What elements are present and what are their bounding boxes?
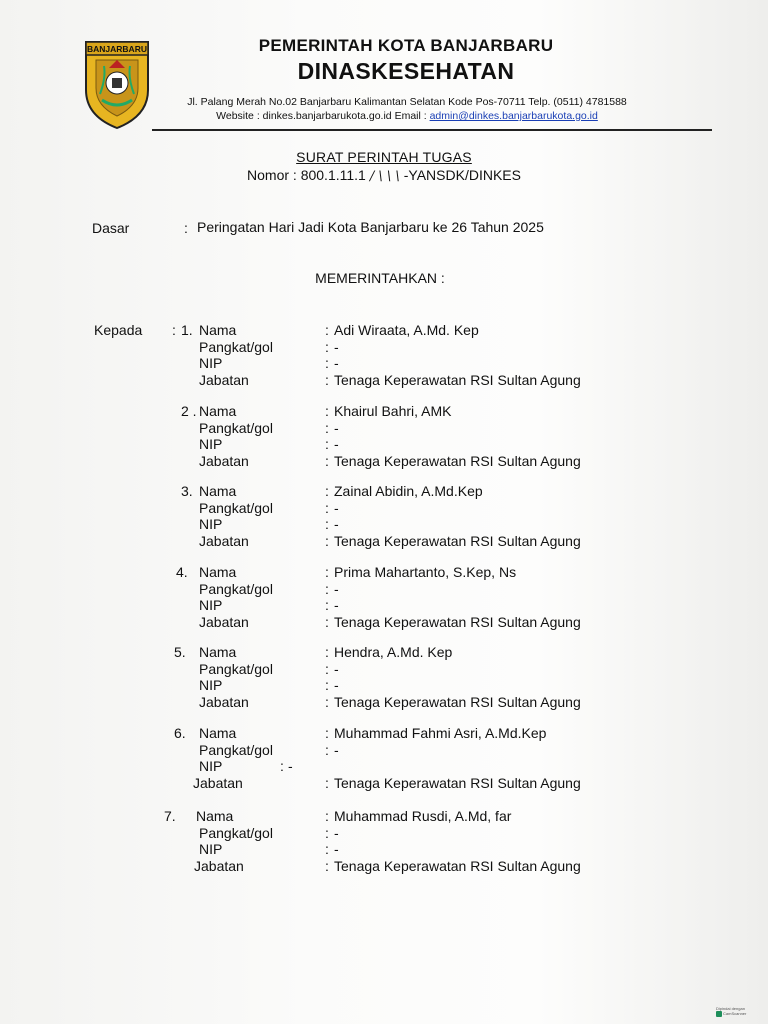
kepada-colon: :	[172, 322, 176, 338]
office-address: Jl. Palang Merah No.02 Banjarbaru Kalimantan Selatan Kode Pos-70711 Telp. (0511) 4781588	[187, 96, 627, 108]
nomor-suffix: -YANSDK/DINKES	[403, 167, 521, 183]
field-label-nip: NIP	[199, 597, 223, 613]
field-value-nip: -	[334, 677, 339, 693]
field-value-nip: -	[334, 436, 339, 452]
nomor-prefix: Nomor : 800.1.11.1	[247, 167, 366, 183]
field-label-nama: Nama	[199, 483, 237, 499]
field-separator: :	[325, 372, 329, 388]
field-separator: :	[325, 500, 329, 516]
field-separator: :	[325, 483, 329, 499]
field-value-nip: -	[334, 841, 339, 857]
field-separator: :	[325, 775, 329, 791]
person-number: 6.	[174, 725, 186, 741]
website-email-line	[152, 110, 662, 122]
field-label-nip: NIP	[199, 516, 223, 532]
field-separator: :	[325, 858, 329, 874]
field-separator: :	[325, 825, 329, 841]
field-separator: :	[325, 808, 329, 824]
field-label-jabatan: Jabatan	[193, 775, 243, 791]
field-value-jabatan: Tenaga Keperawatan RSI Sultan Agung	[334, 614, 581, 630]
field-label-nama: Nama	[196, 808, 234, 824]
field-value-pangkat: -	[334, 742, 339, 758]
camscanner-badge	[716, 1006, 762, 1020]
field-separator: :	[325, 677, 329, 693]
field-value-nama: Prima Mahartanto, S.Kep, Ns	[334, 564, 517, 580]
scanner-brand: CamScanner	[723, 1011, 747, 1017]
field-value-nip: -	[288, 758, 293, 774]
field-label-jabatan: Jabatan	[194, 858, 244, 874]
field-separator: :	[325, 516, 329, 532]
field-separator: :	[325, 403, 329, 419]
department-name: DINASKESEHATAN	[297, 58, 515, 84]
field-separator: :	[325, 614, 329, 630]
field-label-jabatan: Jabatan	[199, 372, 249, 388]
field-separator: :	[325, 453, 329, 469]
field-value-pangkat: -	[334, 500, 339, 516]
government-name: PEMERINTAH KOTA BANJARBARU	[258, 36, 554, 55]
field-value-nip: -	[334, 516, 339, 532]
field-value-nip: -	[334, 355, 339, 371]
field-value-pangkat: -	[334, 661, 339, 677]
field-label-nip: NIP	[199, 436, 223, 452]
letterhead-divider	[152, 129, 712, 131]
field-label-nip: NIP	[199, 841, 223, 857]
dasar-text: Peringatan Hari Jadi Kota Banjarbaru ke 26 Tahun 2025	[197, 219, 544, 235]
field-separator: :	[325, 322, 329, 338]
field-label-pangkat: Pangkat/gol	[199, 581, 273, 597]
field-value-nama: Muhammad Fahmi Asri, A.Md.Kep	[334, 725, 547, 741]
person-number: 2 .	[181, 403, 197, 419]
banjarbaru-crest-logo	[82, 38, 152, 130]
field-label-jabatan: Jabatan	[199, 533, 249, 549]
field-separator: :	[325, 533, 329, 549]
field-label-pangkat: Pangkat/gol	[199, 339, 273, 355]
field-value-pangkat: -	[334, 339, 339, 355]
field-value-jabatan: Tenaga Keperawatan RSI Sultan Agung	[334, 775, 581, 791]
field-value-jabatan: Tenaga Keperawatan RSI Sultan Agung	[334, 858, 581, 874]
person-number: 3.	[181, 483, 193, 499]
field-label-nip: NIP	[199, 677, 223, 693]
field-separator: :	[325, 742, 329, 758]
camscanner-icon	[716, 1011, 722, 1017]
website-label: Website : dinkes.banjarbarukota.go.id Email :	[216, 110, 430, 122]
field-label-nip: NIP	[199, 758, 223, 774]
field-value-jabatan: Tenaga Keperawatan RSI Sultan Agung	[334, 453, 581, 469]
field-label-jabatan: Jabatan	[199, 694, 249, 710]
field-label-nama: Nama	[199, 322, 237, 338]
field-value-jabatan: Tenaga Keperawatan RSI Sultan Agung	[334, 694, 581, 710]
field-value-pangkat: -	[334, 825, 339, 841]
field-value-jabatan: Tenaga Keperawatan RSI Sultan Agung	[334, 372, 581, 388]
field-value-nip: -	[334, 597, 339, 613]
svg-text:BANJARBARU: BANJARBARU	[87, 44, 147, 54]
scanner-caption: Dipindai dengan	[716, 1006, 745, 1011]
person-number: 1.	[181, 322, 193, 338]
field-label-pangkat: Pangkat/gol	[199, 661, 273, 677]
field-value-nama: Zainal Abidin, A.Md.Kep	[334, 483, 483, 499]
field-label-jabatan: Jabatan	[199, 614, 249, 630]
dasar-colon: :	[184, 220, 188, 236]
field-value-nama: Adi Wiraata, A.Md. Kep	[334, 322, 479, 338]
field-separator: :	[325, 661, 329, 677]
field-label-pangkat: Pangkat/gol	[199, 420, 273, 436]
field-value-jabatan: Tenaga Keperawatan RSI Sultan Agung	[334, 533, 581, 549]
field-label-nama: Nama	[199, 564, 237, 580]
dasar-label: Dasar	[92, 220, 130, 236]
field-separator: :	[325, 581, 329, 597]
field-label-nama: Nama	[199, 725, 237, 741]
field-label-pangkat: Pangkat/gol	[199, 825, 273, 841]
field-separator: :	[325, 597, 329, 613]
field-separator: :	[325, 355, 329, 371]
field-value-pangkat: -	[334, 420, 339, 436]
field-separator: :	[325, 725, 329, 741]
field-value-nama: Muhammad Rusdi, A.Md, far	[334, 808, 512, 824]
letter-title: SURAT PERINTAH TUGAS	[296, 149, 472, 165]
field-value-pangkat: -	[334, 581, 339, 597]
field-separator: :	[325, 841, 329, 857]
field-value-nama: Hendra, A.Md. Kep	[334, 644, 453, 660]
person-number: 5.	[174, 644, 186, 660]
person-number: 4.	[176, 564, 188, 580]
person-number: 7.	[164, 808, 176, 824]
letter-number	[0, 167, 768, 184]
field-value-nama: Khairul Bahri, AMK	[334, 403, 452, 419]
field-separator: :	[325, 694, 329, 710]
field-separator: :	[325, 644, 329, 660]
field-separator: :	[280, 758, 284, 774]
email-link[interactable]: admin@dinkes.banjarbarukota.go.id	[429, 110, 598, 122]
field-label-nama: Nama	[199, 644, 237, 660]
field-separator: :	[325, 564, 329, 580]
field-label-pangkat: Pangkat/gol	[199, 742, 273, 758]
field-separator: :	[325, 339, 329, 355]
kepada-label: Kepada	[94, 322, 143, 338]
field-label-jabatan: Jabatan	[199, 453, 249, 469]
field-label-pangkat: Pangkat/gol	[199, 500, 273, 516]
field-separator: :	[325, 420, 329, 436]
field-label-nip: NIP	[199, 355, 223, 371]
field-label-nama: Nama	[199, 403, 237, 419]
field-separator: :	[325, 436, 329, 452]
nomor-handwritten: / \ \ \	[369, 169, 400, 184]
memerintahkan-heading: MEMERINTAHKAN :	[315, 270, 445, 286]
